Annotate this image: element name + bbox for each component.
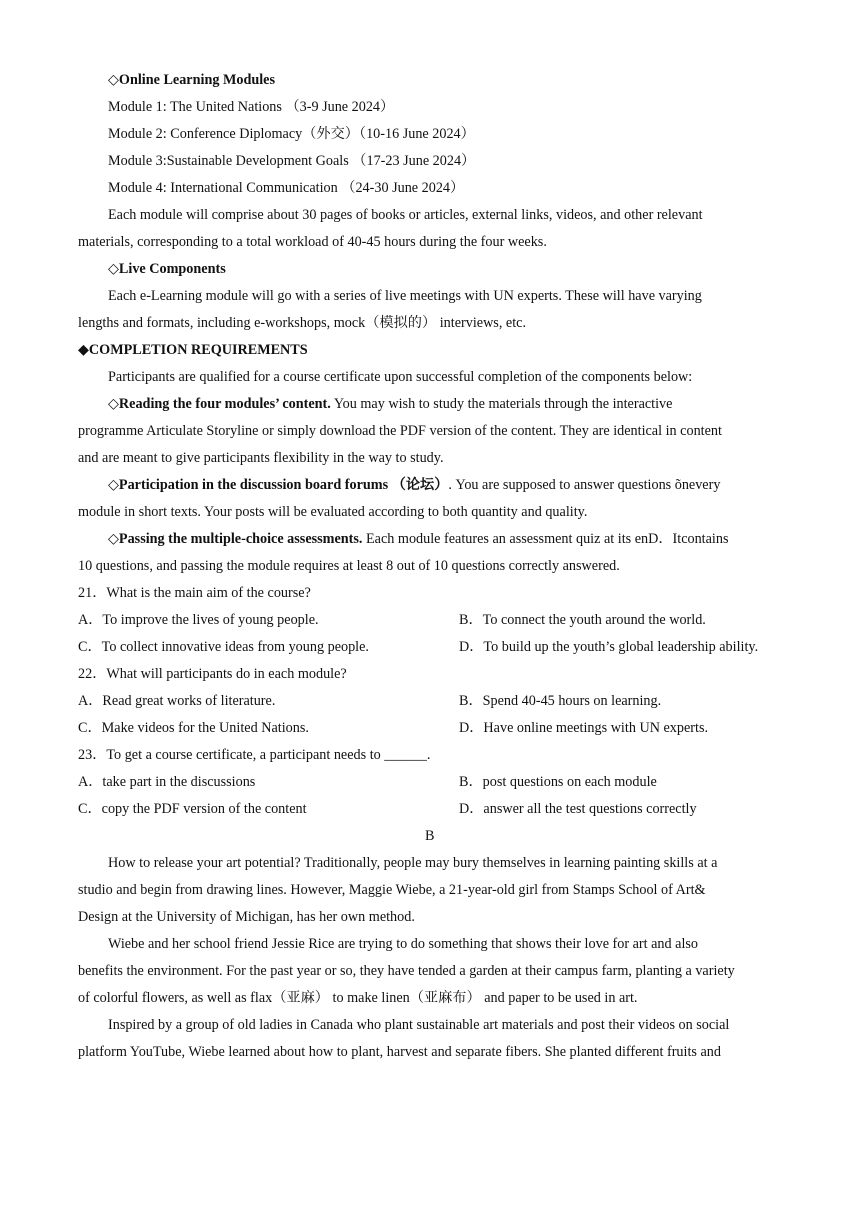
question-21-option-d: D．To build up the youth’s global leadership ability. xyxy=(459,639,759,655)
live-line2: lengths and formats, including e-workshops, mock（模拟的） interviews, etc. xyxy=(78,315,527,331)
passage-b-p3-line2: platform YouTube, Wiebe learned about how to plant, harvest and separate fibers. She planted different fruits and xyxy=(78,1044,721,1060)
question-22-option-b: B．Spend 40-45 hours on learning. xyxy=(459,693,662,709)
passing-heading: ◇Passing the multiple-choice assessments. xyxy=(108,531,363,547)
live-heading: ◇Live Components xyxy=(108,261,226,277)
module-2: Module 2: Conference Diplomacy（外交）（10-16 June 2024） xyxy=(108,126,475,142)
passing-line2: 10 questions, and passing the module requires at least 8 out of 10 questions correctly answered. xyxy=(78,558,620,574)
passage-b-p2-line3: of colorful flowers, as well as flax（亚麻） to make linen（亚麻布） and paper to be used in art. xyxy=(78,990,638,1006)
participation-heading: ◇Participation in the discussion board forums （论坛） xyxy=(108,477,449,493)
reading-line2: programme Articulate Storyline or simply download the PDF version of the content. They are identical in content xyxy=(78,423,722,439)
question-21-stem: 21．What is the main aim of the course? xyxy=(78,585,311,601)
module-1: Module 1: The United Nations （3-9 June 2024） xyxy=(108,99,395,115)
question-22-option-a: A．Read great works of literature. xyxy=(78,693,276,709)
question-23-option-c: C．copy the PDF version of the content xyxy=(78,801,307,817)
passage-b-p1-line3: Design at the University of Michigan, has her own method. xyxy=(78,909,415,925)
module-4: Module 4: International Communication （24-30 June 2024） xyxy=(108,180,465,196)
reading-line3: and are meant to give participants flexibility in the way to study. xyxy=(78,450,444,466)
passage-b-p2-line1: Wiebe and her school friend Jessie Rice are trying to do something that shows their love for art and also xyxy=(108,936,699,952)
question-22-stem: 22．What will participants do in each module? xyxy=(78,666,347,682)
participation-text: . You are supposed to answer questions õnevery xyxy=(448,477,721,493)
question-23-option-a: A．take part in the discussions xyxy=(78,774,256,790)
question-21-option-b: B．To connect the youth around the world. xyxy=(459,612,706,628)
passage-b-p2-line2: benefits the environment. For the past year or so, they have tended a garden at their campus farm, planting a variety xyxy=(78,963,735,979)
modules-desc-line2: materials, corresponding to a total workload of 40-45 hours during the four weeks. xyxy=(78,234,547,250)
question-23-option-b: B．post questions on each module xyxy=(459,774,657,790)
modules-desc-line1: Each module will comprise about 30 pages of books or articles, external links, videos, and other relevant xyxy=(108,207,703,223)
reading-heading: ◇Reading the four modules’ content. xyxy=(108,396,331,412)
online-modules-heading: ◇Online Learning Modules xyxy=(108,72,275,88)
completion-heading: ◆COMPLETION REQUIREMENTS xyxy=(78,342,308,358)
participation-line2: module in short texts. Your posts will be evaluated according to both quantity and quality. xyxy=(78,504,588,520)
reading-text: You may wish to study the materials through the interactive xyxy=(330,396,673,412)
live-line1: Each e-Learning module will go with a series of live meetings with UN experts. These will have varying xyxy=(108,288,702,304)
question-22-option-d: D．Have online meetings with UN experts. xyxy=(459,720,709,736)
participation-line1 xyxy=(108,476,720,494)
passage-b-p1-line2: studio and begin from drawing lines. However, Maggie Wiebe, a 21-year-old girl from Stamps School of Art& xyxy=(78,882,706,898)
passing-line1 xyxy=(108,530,728,548)
question-23-stem: 23．To get a course certificate, a participant needs to ______. xyxy=(78,747,431,763)
module-3: Module 3:Sustainable Development Goals （17-23 June 2024） xyxy=(108,153,476,169)
completion-intro: Participants are qualified for a course certificate upon successful completion of the components below: xyxy=(108,369,693,385)
question-22-option-c: C．Make videos for the United Nations. xyxy=(78,720,309,736)
passing-text: Each module features an assessment quiz at its enD．Itcontains xyxy=(362,531,729,547)
reading-line1 xyxy=(108,395,672,413)
passage-b-p1-line1: How to release your art potential? Traditionally, people may bury themselves in learning painting skills at a xyxy=(108,855,718,871)
passage-b-p3-line1: Inspired by a group of old ladies in Canada who plant sustainable art materials and post their videos on social xyxy=(108,1017,730,1033)
section-b-label: B xyxy=(425,828,435,844)
question-21-option-c: C．To collect innovative ideas from young people. xyxy=(78,639,369,655)
question-23-option-d: D．answer all the test questions correctly xyxy=(459,801,697,817)
question-21-option-a: A．To improve the lives of young people. xyxy=(78,612,319,628)
